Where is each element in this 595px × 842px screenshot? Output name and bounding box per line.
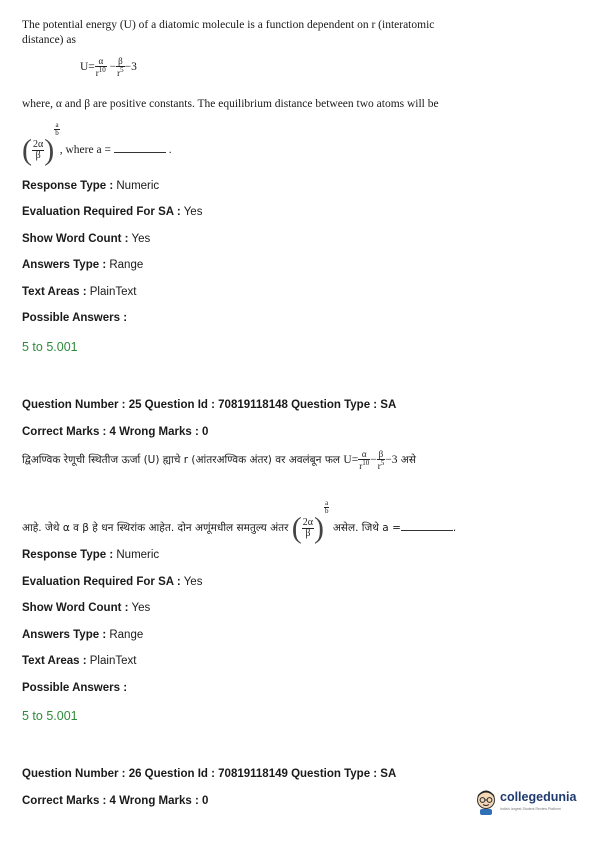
q24-stem-line-1: The potential energy (U) of a diatomic molecule is a function dependent on r (interatomic [22, 19, 435, 31]
q24-stem-line-2: distance) as [22, 34, 76, 46]
q25-marathi-line-1: द्विअण्विक रेणूची स्थितीज ऊर्जा (U) ह्याचे r (आंतरअण्विक अंतर) वर अवलंबून फल U= $\frac{\alpha}{r^{10}}$ − $\frac{\beta}{r^5}$ −3 असे [22, 449, 416, 471]
q25-possible-answers: 5 to 5.001 [22, 709, 78, 723]
q25-header: Question Number : 25 Question Id : 70819118148 Question Type : SA [22, 399, 397, 411]
q25-evaluation: Evaluation Required For SA : Yes [22, 576, 203, 588]
q25-marks: Correct Marks : 4 Wrong Marks : 0 [22, 426, 209, 438]
q25-response-type: Response Type : Numeric [22, 549, 160, 561]
q24-formula: U= $\frac{\alpha}{r^{10}}$ − $\frac{\beta}{r^5}$ −3 [80, 56, 137, 78]
q24-answer-expression: ( $\frac{2\alpha}{\beta}$ ) $^{\frac{a}{b}}$ , where a = . [22, 121, 172, 167]
answer-blank [114, 142, 166, 153]
q25-marathi-line-2: आहे. जेथे α व β हे धन स्थिरांक आहेत. दोन अणूंमधील समतुल्य अंतर ( $\frac{2\alpha}{\beta}$ ) $^{\frac{a}{b}}$ असेल. जिथे a = . [22, 499, 457, 545]
q24-word-count: Show Word Count : Yes [22, 233, 151, 245]
mascot-icon [474, 790, 498, 816]
q25-answers-type: Answers Type : Range [22, 629, 144, 641]
q25-possible-answers-label: Possible Answers : [22, 682, 128, 694]
q25-formula: U= $\frac{\alpha}{r^{10}}$ − $\frac{\beta}{r^5}$ −3 [343, 449, 398, 471]
q26-header: Question Number : 26 Question Id : 70819118149 Question Type : SA [22, 768, 397, 780]
q24-response-type: Response Type : Numeric [22, 180, 160, 192]
q25-text-areas: Text Areas : PlainText [22, 655, 137, 667]
q24-possible-answers: 5 to 5.001 [22, 340, 78, 354]
q26-marks: Correct Marks : 4 Wrong Marks : 0 [22, 795, 209, 807]
q25-word-count: Show Word Count : Yes [22, 602, 151, 614]
q24-answers-type: Answers Type : Range [22, 259, 144, 271]
q24-text-areas: Text Areas : PlainText [22, 286, 137, 298]
q24-possible-answers-label: Possible Answers : [22, 312, 128, 324]
q24-evaluation: Evaluation Required For SA : Yes [22, 206, 203, 218]
collegedunia-logo: collegedunia India's largest Student Review Platform [474, 789, 579, 819]
q24-stem-line-3: where, α and β are positive constants. The equilibrium distance between two atoms will be [22, 98, 439, 110]
answer-blank [401, 520, 453, 531]
